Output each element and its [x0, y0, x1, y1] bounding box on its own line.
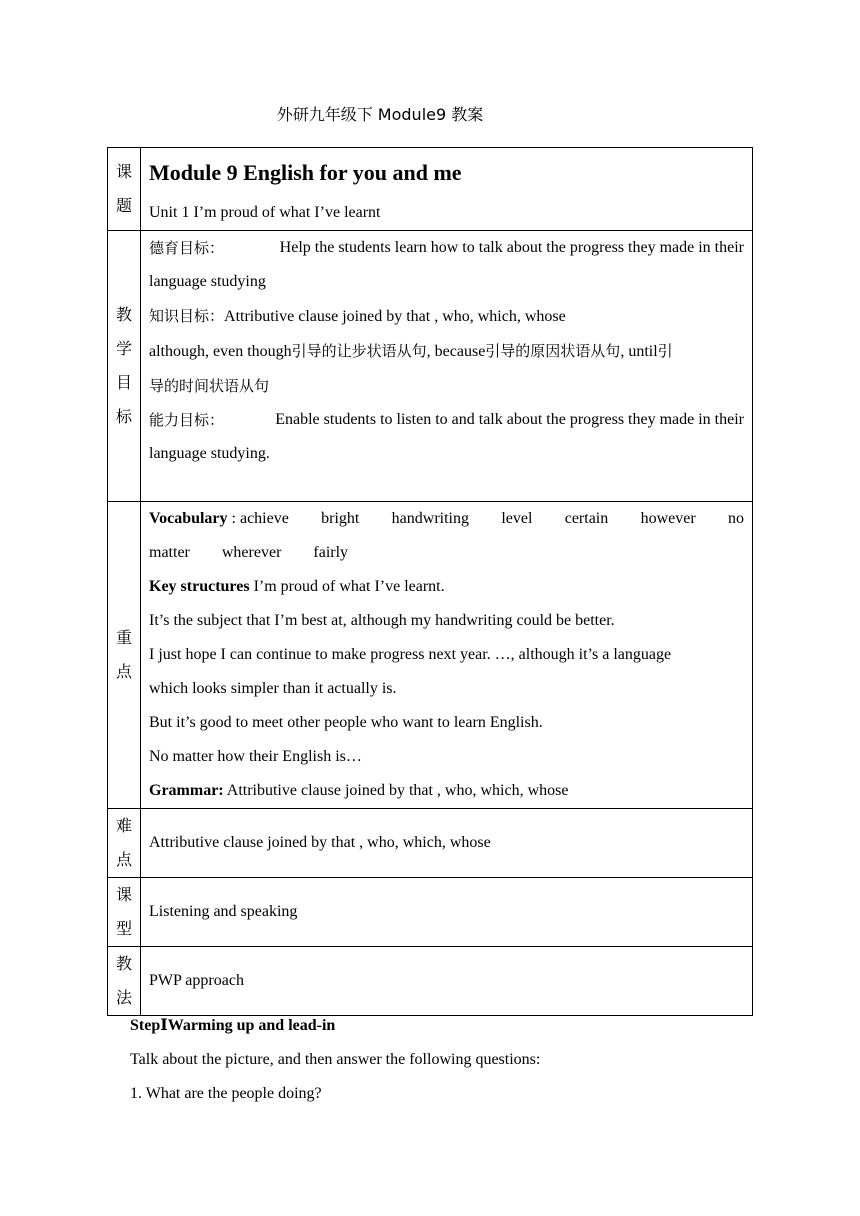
objective-text: language studying. [149, 445, 270, 462]
label-key-points [108, 502, 141, 809]
step-heading: StepⅠWarming up and lead-in [130, 1017, 336, 1034]
text-segment: 导的时间状语从句 [149, 377, 270, 395]
label-char: 教 [115, 305, 132, 324]
example-sentence: It’s the subject that I’m best at, although my handwriting could be better. [149, 612, 615, 629]
document-title: 外研九年级下 Module9 教案 [276, 105, 484, 124]
content-key-points [141, 502, 753, 809]
label-char: 课 [115, 162, 132, 181]
step-intro: Talk about the picture, and then answer the following questions: [130, 1051, 541, 1068]
objective-text: Attributive clause joined by that , who, which, whose [224, 308, 566, 325]
vocabulary-label: Vocabulary [149, 510, 228, 527]
label-char: 点 [115, 850, 132, 869]
objective-label: 能力目标： [149, 411, 225, 429]
label-char: 重 [115, 628, 132, 647]
key-structures-text: I’m proud of what I’ve learnt. [249, 578, 445, 595]
vocab-word: level [501, 510, 533, 527]
label-char: 题 [115, 196, 132, 215]
text-segment: , until [620, 343, 658, 360]
content-difficulties [141, 809, 753, 878]
row-lesson-type [108, 878, 753, 947]
example-sentence: I just hope I can continue to make progress next year. …, although it’s a language [149, 646, 672, 663]
text-segment: 引 [657, 342, 673, 360]
key-structures-label: Key structures [149, 578, 250, 595]
label-char: 难 [115, 816, 132, 835]
row-difficulties [108, 809, 753, 878]
ability-objective [149, 403, 744, 437]
objective-text: Help the students learn how to talk about the progress they made in their [279, 239, 744, 256]
label-char: 课 [115, 885, 132, 904]
text-segment: although, even though [149, 343, 292, 360]
vocab-word: matter [149, 544, 190, 561]
label-char: 点 [115, 662, 132, 681]
vocab-word: fairly [313, 544, 349, 561]
example-sentence: But it’s good to meet other people who want to learn English. [149, 714, 543, 731]
objective-text: Enable students to listen to and talk about the progress they made in their [275, 411, 744, 428]
grammar-text: Attributive clause joined by that , who, which, whose [223, 782, 569, 799]
row-key-points [108, 502, 753, 809]
lesson-type-text: Listening and speaking [149, 903, 298, 920]
unit-title: Unit 1 I’m proud of what I’ve learnt [149, 204, 381, 221]
question-1: 1. What are the people doing? [130, 1085, 322, 1102]
label-char: 教 [115, 954, 132, 973]
objective-text: language studying [149, 273, 266, 290]
content-topic [141, 148, 753, 231]
label-lesson-type [108, 878, 141, 947]
vocab-word: however [640, 510, 696, 527]
content-objectives [141, 231, 753, 502]
label-method [108, 947, 141, 1016]
key-structures-line [149, 570, 744, 604]
label-difficulties [108, 809, 141, 878]
knowledge-objective [149, 299, 744, 334]
moral-objective [149, 231, 744, 265]
row-topic [108, 148, 753, 231]
grammar-label: Grammar: [149, 782, 224, 799]
vocab-word: bright [321, 510, 360, 527]
method-text: PWP approach [149, 972, 244, 989]
module-title: Module 9 English for you and me [149, 160, 462, 185]
label-char: 目 [115, 373, 132, 392]
content-method [141, 947, 753, 1016]
label-char: 标 [115, 407, 132, 426]
lesson-plan-table [107, 147, 753, 1016]
label-char: 法 [115, 988, 132, 1007]
text-segment: 引导的原因状语从句 [485, 342, 621, 360]
vocabulary-label-group [149, 502, 289, 536]
objective-label: 知识目标： [149, 307, 225, 325]
vocabulary-line-2 [149, 536, 744, 570]
vocab-word: handwriting [391, 510, 469, 527]
objective-label: 德育目标： [149, 239, 225, 257]
example-sentence: which looks simpler than it actually is. [149, 680, 397, 697]
grammar-line [149, 774, 744, 808]
vocab-word: certain [564, 510, 609, 527]
row-objectives [108, 231, 753, 502]
text-segment: , because [426, 343, 486, 360]
vocab-word: : achieve [231, 510, 289, 527]
vocab-word: no [727, 510, 744, 527]
difficulty-text: Attributive clause joined by that , who, which, whose [149, 834, 491, 851]
adverbial-clause-line [149, 334, 744, 369]
example-sentence: No matter how their English is… [149, 748, 362, 765]
label-objectives [108, 231, 141, 502]
text-segment: 引导的让步状语从句 [291, 342, 427, 360]
vocab-word: wherever [221, 544, 282, 561]
label-char: 学 [115, 339, 132, 358]
label-char: 型 [115, 919, 132, 938]
content-lesson-type [141, 878, 753, 947]
row-method [108, 947, 753, 1016]
vocabulary-line [149, 502, 744, 536]
label-topic [108, 148, 141, 231]
